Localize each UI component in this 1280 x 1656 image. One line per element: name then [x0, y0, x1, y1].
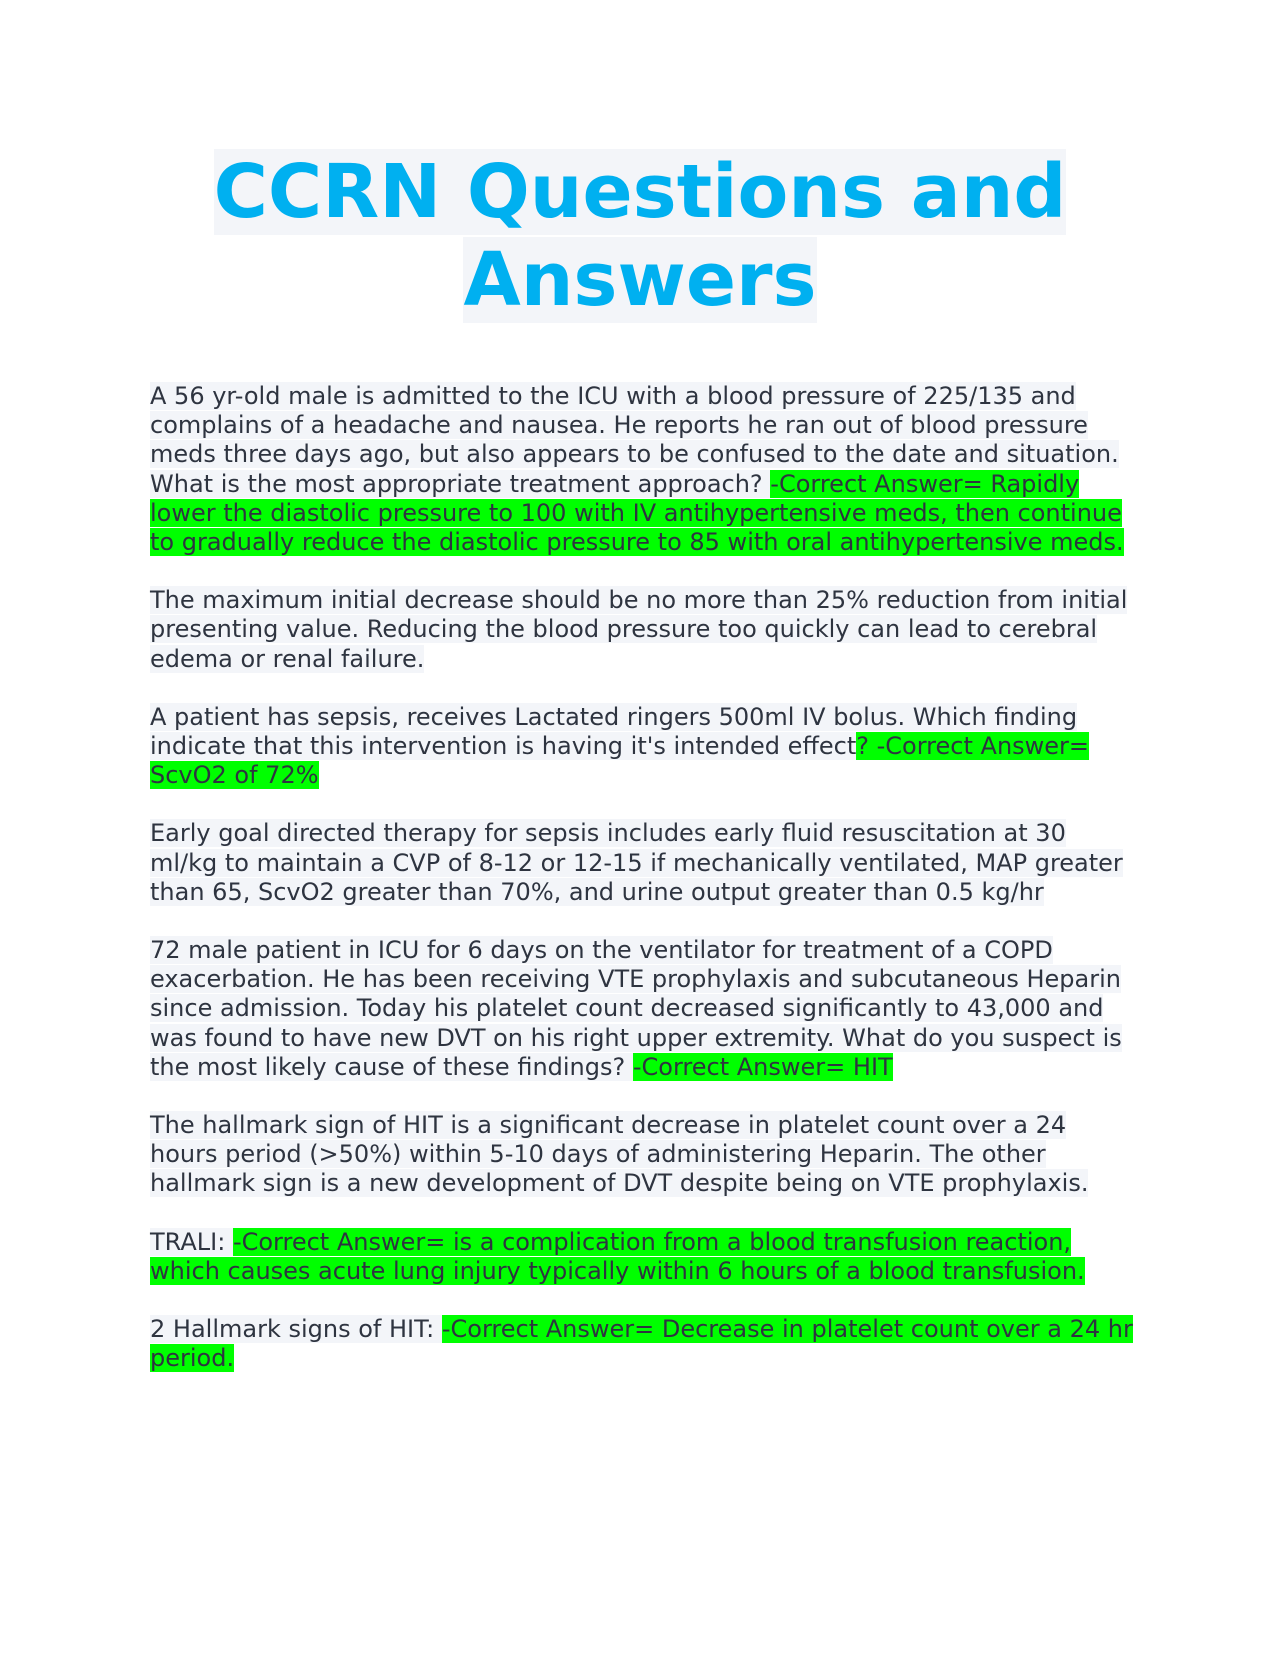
document-title — [150, 148, 1130, 324]
correct-answer-highlight: -Correct Answer= HIT — [632, 1052, 893, 1081]
question-text: A 56 yr-old male is admitted to the ICU with a blood pressure of 225/135 and complains of a headache and nausea. He reports he ran out of blood pressure meds three days ago, but also appears to be confused to the date and situation. What is the most appropriate treatment approach? — [150, 382, 1119, 498]
document-title-text: CCRN Questions and Answers — [213, 149, 1067, 323]
correct-answer-highlight: -Correct Answer= Rapidly lower the diastolic pressure to 100 with IV antihypertensive meds, then continue to gradually reduce the diastolic pressure to 85 with oral antihypertensive meds. — [150, 469, 1124, 557]
correct-answer-highlight: -Correct Answer= is a complication from a blood transfusion reaction, which causes acute lung injury typically within 6 hours of a blood transfusion. — [150, 1227, 1085, 1285]
note-text: The maximum initial decrease should be no more than 25% reduction from initial presenting value. Reducing the blood pressure too quickly can lead to cerebral edema or renal failure. — [150, 586, 1128, 673]
qa-item-2 — [150, 703, 1140, 791]
question-text: 72 male patient in ICU for 6 days on the ventilator for treatment of a COPD exacerbation. He has been receiving VTE prophylaxis and subcutaneous Heparin since admission. Today his platelet count decreased significantly to 43,000 and was found to have new DVT on his right upper extremity. What do you suspect is the most likely cause of these findings? — [150, 936, 1122, 1081]
document-body — [150, 382, 1140, 1402]
explanation-note-2 — [150, 819, 1140, 907]
explanation-note-1 — [150, 586, 1140, 674]
correct-answer-highlight: -Correct Answer= Decrease in platelet count over a 24 hr period. — [150, 1315, 1133, 1373]
qa-item-4 — [150, 1228, 1140, 1286]
question-text: TRALI: — [150, 1227, 233, 1256]
explanation-note-3 — [150, 1111, 1140, 1199]
correct-answer-highlight: ? -Correct Answer= ScvO2 of 72% — [150, 732, 1090, 790]
note-text: The hallmark sign of HIT is a significant decrease in platelet count over a 24 hours period (>50%) within 5-10 days of administering Heparin. The other hallmark sign is a new development of DVT despite being on VTE prophylaxis. — [150, 1111, 1089, 1198]
question-text: A patient has sepsis, receives Lactated ringers 500ml IV bolus. Which finding indicate that this intervention is having it's intended effect — [150, 702, 1078, 761]
question-text: 2 Hallmark signs of HIT: — [150, 1315, 442, 1344]
qa-item-3 — [150, 936, 1140, 1082]
qa-item-1 — [150, 382, 1140, 557]
qa-item-5 — [150, 1315, 1140, 1373]
note-text: Early goal directed therapy for sepsis includes early fluid resuscitation at 30 ml/kg to maintain a CVP of 8-12 or 12-15 if mechanically ventilated, MAP greater than 65, ScvO2 greater than 70%, and urine output greater than 0.5 kg/hr — [150, 819, 1123, 906]
